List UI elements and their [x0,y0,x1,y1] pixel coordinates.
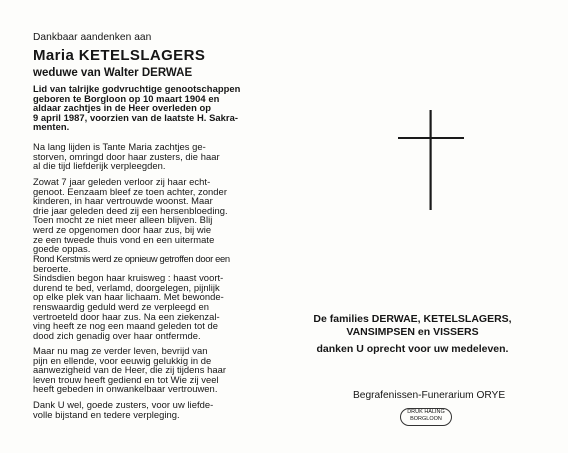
biography-line: Lid van talrijke godvruchtige genootschappen [33,83,241,94]
biography-line: menten. [33,121,70,133]
text-line: ving heeft ze nog een maand geleden tot de [33,320,219,332]
deceased-name: Maria KETELSLAGERS [33,47,206,64]
text-line: pijn en ellende, voor eeuwig gelukkig in de [33,354,212,366]
printer-stamp-line: BORGLOON [410,416,442,422]
text-line: goede oppas. [33,243,91,255]
biography-line: geboren te Borgloon op 10 maart 1904 en [33,92,220,104]
text-line: heeft gebeden in onwankelbaar vertrouwen. [33,383,218,395]
printer-stamp [400,408,452,426]
text-line: volle bijstand en tedere verpleging. [33,408,180,420]
text-line: dood zich genadig over haar ontfermde. [33,329,201,341]
text-line: op elke plek van haar lichaam. Met bewonde- [33,291,224,303]
text-line: Zowat 7 jaar geleden verloor zij haar echt- [33,176,211,187]
text-line: Sindsdien begon haar kruisweg : haast voort- [33,272,224,284]
text-line: kinderen, in haar vertrouwde woonst. Maar [33,195,213,207]
text-line: Dank U wel, goede zusters, voor uw liefde- [33,399,214,410]
intro-text: Dankbaar aandenken aan [33,32,152,43]
thanks-line: danken U oprecht voor uw medeleven. [316,343,509,355]
text-line: beroerte. [33,262,71,274]
text-line: renswaardig geduld werd ze verpleegd en [33,301,210,312]
text-line: al die tijd liefderijk verpleegden. [33,160,166,172]
text-line: genoot. Eenzaam bleef ze toen achter, zonder [33,185,227,197]
text-line: durend te bed, verlamd, doorgelegen, pijnlijk [33,281,220,293]
text-line: Maar nu mag ze verder leven, bevrijd van [33,345,208,356]
text-line: werd ze opgenomen door haar zus, bij wie [33,224,212,235]
text-line: Toen mocht ze niet meer alleen blijven. Blij [33,214,213,226]
text-line: aanwezigheid van de Heer, die zij tijdens haar [33,364,227,376]
widow-text: weduwe van Walter DERWAE [33,67,193,79]
families-line: De families DERWAE, KETELSLAGERS, [313,313,512,325]
text-line: Rond Kerstmis werd ze opnieuw getroffen door een [33,253,230,264]
biography-line: 9 april 1987, voorzien van de laatste H. Sakra- [33,111,239,123]
text-line: drie jaar geleden deed zij een hersenbloeding. [33,204,228,216]
funeral-home: Begrafenissen-Funerarium ORYE [353,390,506,401]
text-line: Na lang lijden is Tante Maria zachtjes ge- [33,141,206,152]
text-line: leven trouw heeft gediend en tot Wie zij veel [33,373,219,385]
text-line: ze een tweede thuis vond en een uitermate [33,233,215,245]
families-line: VANSIMPSEN en VISSERS [346,326,479,338]
text-line: vertroeteld door haar zus. Na een ziekenzal- [33,310,220,322]
printer-stamp-line: DRUK HALING [407,409,445,415]
text-line: storven, omringd door haar zusters, die haar [33,150,220,162]
biography-line: aldaar zachtjes in de Heer overleden op [33,102,212,114]
